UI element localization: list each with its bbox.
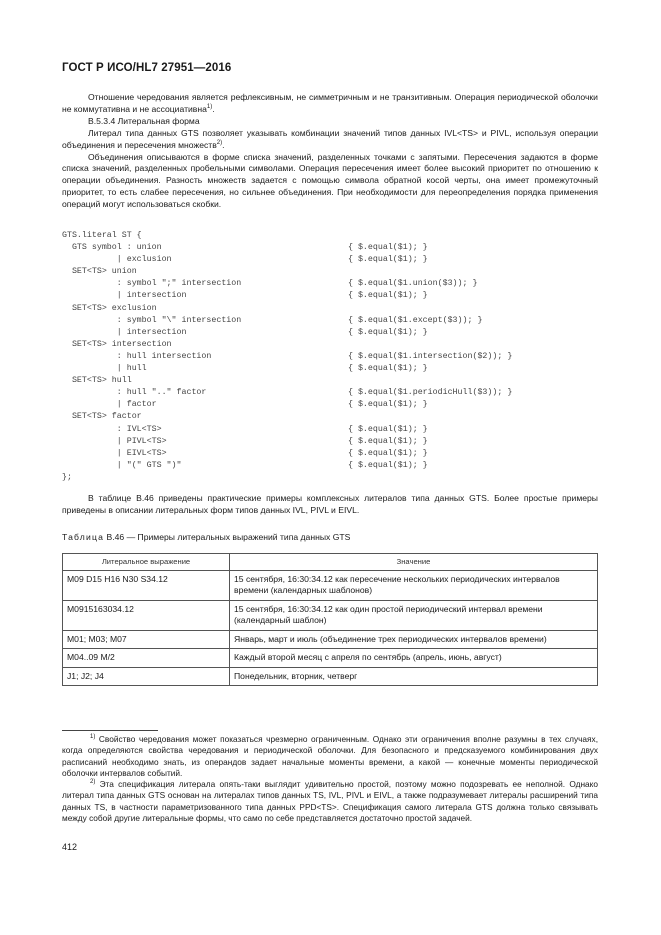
code-line [62,339,602,351]
code-grammar: : IVL<TS> [62,424,162,434]
code-line [62,303,602,315]
code-line [62,266,602,278]
code-line [62,436,602,448]
literal-expression-cell: M01; M03; M07 [63,630,230,649]
table-row [63,649,598,668]
footnote-text: Эта спецификация литерала опять-таки выглядит удивительно простой, поэтому можно подозревать ее неполной. Однако литерал типа данных GTS основан на литералах типов данных TS, IVL, PIVL и EIVL, а также подразумевает литералы расширений типа данных TS, в частности параметризованного типа данных PPD<TS>. Спецификация самого литерала GTS должна только связывать между собой другие литеральные формы, что само по себе представляется достаточно простой задачей. [62,779,598,824]
footnote-text: Свойство чередования может показаться чрезмерно ограниченным. Однако эти ограничения вполне разумны в тех случаях, когда определяются свойства чередования и периодической оболочки. Для безопасного и предсказуемого комбинирования двух расписаний необходимо знать, из операндов задает начальные моменты времени, а какой — конечные моменты периодической оболочки интервалов событий. [62,734,598,778]
code-line [62,351,602,363]
footnotes [62,734,598,824]
code-grammar: }; [62,472,72,482]
intro-text [62,92,598,211]
literal-expression-cell: M0915163034.12 [63,600,230,630]
table-caption-prefix: Таблица [62,532,105,542]
code-grammar: : hull ".." factor [62,388,207,398]
literal-examples-table [62,553,598,686]
paragraph-table-intro: В таблице В.46 приведены практические примеры комплексных литералов типа данных GTS. Более простые примеры приведены в описании литеральных форм типов данных IVL, PIVL и EIVL. [62,493,598,515]
code-grammar: | intersection [62,327,187,337]
table-caption [62,532,350,542]
code-line [62,315,602,327]
table-row [63,600,598,630]
code-block [62,230,602,484]
code-line [62,448,602,460]
code-grammar: | exclusion [62,255,172,265]
table-row [63,570,598,600]
literal-expression-cell: J1; J2; J4 [63,667,230,686]
paragraph-end: . [222,139,225,150]
footnote-ref-2[interactable]: 2) [216,139,223,146]
paragraph-text: Отношение чередования является рефлексивным, не симметричным и не транзитивным. Операция периодической оболочки не коммутативна и не ассоциативна [62,92,598,114]
table-row [63,630,598,649]
column-header-expression: Литеральное выражение [63,554,230,571]
table-caption-text: В.46 — Примеры литеральных выражений типа данных GTS [104,532,351,542]
after-code-text [62,493,598,517]
meaning-cell: Каждый второй месяц с апреля по сентябрь (апрель, июнь, август) [230,649,598,668]
literal-expression-cell: M04..09 M/2 [63,649,230,668]
table-row [63,667,598,686]
code-grammar: SET<TS> intersection [62,339,172,349]
paragraph-reflexive [62,92,598,116]
code-grammar: GTS symbol : union [62,243,162,253]
code-line [62,387,602,399]
paragraph-unions: Объединения описываются в форме списка значений, разделенных точками с запятыми. Пересечения задаются в форме списка значений, разделенных пробельными символами. Операция пересечения имеет более высокий приоритет по отношению к операции объединения. Разность множеств задается с помощью символа обратной косой черты, она имеет промежуточный приоритет, то есть слабее пересечения, но сильнее объединения. При необходимости для переопределения порядка применения операций могут использоваться скобки. [62,151,598,210]
code-grammar: SET<TS> hull [62,376,132,386]
code-grammar: | intersection [62,291,187,301]
footnote-ref-1[interactable]: 1) [206,104,213,111]
footnote-2 [62,779,598,824]
footnote-mark-2: 2) [90,779,96,786]
code-line [62,411,602,423]
code-action: { $.equal($1); } [348,327,428,337]
document-header: ГОСТ Р ИСО/HL7 27951—2016 [62,62,232,74]
code-grammar: SET<TS> exclusion [62,303,157,313]
footnote-mark-1: 1) [90,734,96,741]
code-action: { $.equal($1); } [348,448,428,458]
code-line [62,460,602,472]
section-heading: В.5.3.4 Литеральная форма [88,115,200,126]
code-grammar: SET<TS> factor [62,412,142,422]
code-action: { $.equal($1.union($3)); } [348,279,478,289]
footnote-1 [62,734,598,779]
footnote-divider [62,730,158,731]
code-action: { $.equal($1); } [348,424,428,434]
code-action: { $.equal($1); } [348,243,428,253]
code-line [62,242,602,254]
table-body [63,570,598,686]
code-action: { $.equal($1); } [348,364,428,374]
code-grammar: SET<TS> union [62,267,137,277]
code-action: { $.equal($1.periodicHull($3)); } [348,388,513,398]
code-line [62,363,602,375]
code-grammar: : symbol ";" intersection [62,279,242,289]
code-grammar: : hull intersection [62,351,212,361]
code-line [62,327,602,339]
code-grammar: | "(" GTS ")" [62,460,182,470]
column-header-value: Значение [230,554,598,571]
code-grammar: : symbol "\" intersection [62,315,242,325]
code-action: { $.equal($1); } [348,291,428,301]
paragraph-gts-literal [62,128,598,152]
code-line [62,399,602,411]
code-action: { $.equal($1); } [348,400,428,410]
literal-expression-cell: M09 D15 H16 N30 S34.12 [63,570,230,600]
page-number: 412 [62,842,78,852]
code-grammar: GTS.literal ST { [62,231,142,240]
code-action: { $.equal($1); } [348,255,428,265]
code-grammar: | PIVL<TS> [62,436,167,446]
code-action: { $.equal($1.intersection($2)); } [348,351,513,361]
code-grammar: | factor [62,400,157,410]
code-action: { $.equal($1.except($3)); } [348,315,483,325]
meaning-cell: Январь, март и июль (объединение трех периодических интервалов времени) [230,630,598,649]
code-line [62,424,602,436]
code-line [62,278,602,290]
code-grammar: | EIVL<TS> [62,448,167,458]
code-line [62,472,602,484]
code-line [62,375,602,387]
paragraph-text: Литерал типа данных GTS позволяет указывать комбинации значений типов данных IVL<TS> и PIVL, используя операции объединения и пересечения множеств [62,127,598,150]
code-line [62,230,602,242]
code-grammar: | hull [62,364,147,374]
paragraph-end: . [212,103,215,114]
table-header-row [63,554,598,571]
code-line [62,254,602,266]
code-action: { $.equal($1); } [348,436,428,446]
meaning-cell: 15 сентября, 16:30:34.12 как один простой периодический интервал времени (календарный шаблон) [230,600,598,630]
meaning-cell: Понедельник, вторник, четверг [230,667,598,686]
code-line [62,290,602,302]
code-action: { $.equal($1); } [348,460,428,470]
meaning-cell: 15 сентября, 16:30:34.12 как пересечение нескольких периодических интервалов времени (календарных шаблонов) [230,570,598,600]
